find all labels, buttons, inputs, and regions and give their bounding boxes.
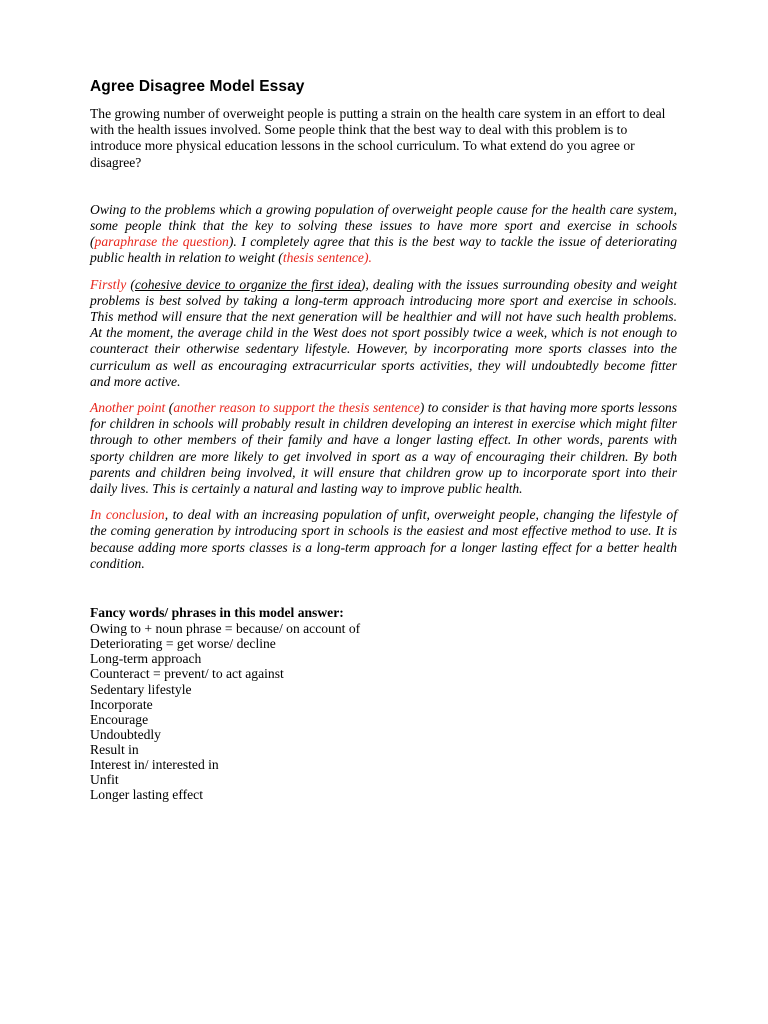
list-item: Incorporate: [90, 696, 153, 712]
vocabulary-list: [90, 621, 677, 802]
list-item: Unfit: [90, 772, 119, 788]
model-essay: [90, 202, 677, 572]
list-item: Deteriorating = get worse/ decline: [90, 636, 276, 652]
intro-text-a: Owing to the problems which a growing population of overweight people cause for the health care system, some people think that the key to solving these issues to have more sport and exercise in schools (: [90, 201, 677, 250]
cohesive-marker-another-point: Another point: [90, 400, 166, 416]
essay-prompt: The growing number of overweight people is putting a strain on the health care system in an effort to deal with the health issues involved. Some people think that the best way to deal with this problem is to introduce more physical education lessons in the school curriculum. To what extend do you agree or disagree?: [90, 106, 666, 170]
body1-text: ), dealing with the issues surrounding obesity and weight problems is best solved by taking a long-term approach introducing more sport and exercise in schools. This method will ensure that the next generation will be healthier and will not have such health problems. At the moment, the average child in the West does not sport possibly twice a week, which is not enough to counteract their otherwise sedentary lifestyle. However, by incorporating more sports classes into the curriculum as well as encouraging extracurricular sports activities, they will undoubtedly become fitter and more active.: [90, 276, 677, 389]
list-item: Interest in/ interested in: [90, 757, 219, 773]
intro-text-b: ). I completely agree that this is the best way to tackle the issue of deteriorating public health in relation to weight (: [90, 234, 678, 266]
annotation-thesis: thesis sentence).: [282, 250, 372, 266]
list-item: Long-term approach: [90, 651, 202, 667]
vocabulary-section: [90, 605, 677, 802]
body2-open-paren: (: [165, 400, 174, 416]
body1-open-paren: (: [126, 276, 135, 292]
vocabulary-heading: Fancy words/ phrases in this model answer:: [90, 605, 344, 621]
cohesive-marker-in-conclusion: In conclusion: [90, 507, 165, 523]
list-item: Counteract = prevent/ to act against: [90, 666, 284, 682]
essay-conclusion: [90, 507, 677, 572]
essay-introduction: [90, 202, 677, 267]
body2-text: ) to consider is that having more sports lessons for children in schools will probably result in children developing an interest in exercise which might filter through to other members of their family and have a longer lasting effect. In other words, parents with sporty children are more likely to get involved in sport as a way of encouraging their children. By both parents and children being involved, it will ensure that children grow up to incorporate sport into their daily lives. This is certainly a natural and lasting way to improve public health.: [90, 400, 678, 497]
annotation-cohesive-device: cohesive device to organize the first idea: [134, 276, 361, 292]
list-item: Result in: [90, 741, 139, 757]
list-item: Owing to + noun phrase = because/ on account of: [90, 621, 361, 637]
essay-body-paragraph-2: [90, 400, 677, 497]
document-page: [90, 78, 677, 802]
list-item: Encourage: [90, 711, 149, 727]
essay-body-paragraph-1: [90, 277, 677, 390]
list-item: Longer lasting effect: [90, 787, 203, 803]
conclusion-text: , to deal with an increasing population of unfit, overweight people, changing the lifestyle of the coming generation by introducing sport in schools is the easiest and most effective method to use. It is because adding more sports classes is a long-term approach for a longer lasting effect for a better health condition.: [90, 507, 677, 571]
annotation-another-reason: another reason to support the thesis sentence: [173, 400, 420, 416]
list-item: Undoubtedly: [90, 726, 161, 742]
page-title: Agree Disagree Model Essay: [90, 78, 305, 95]
list-item: Sedentary lifestyle: [90, 681, 192, 697]
cohesive-marker-firstly: Firstly: [90, 276, 127, 292]
annotation-paraphrase: paraphrase the question: [94, 234, 229, 250]
